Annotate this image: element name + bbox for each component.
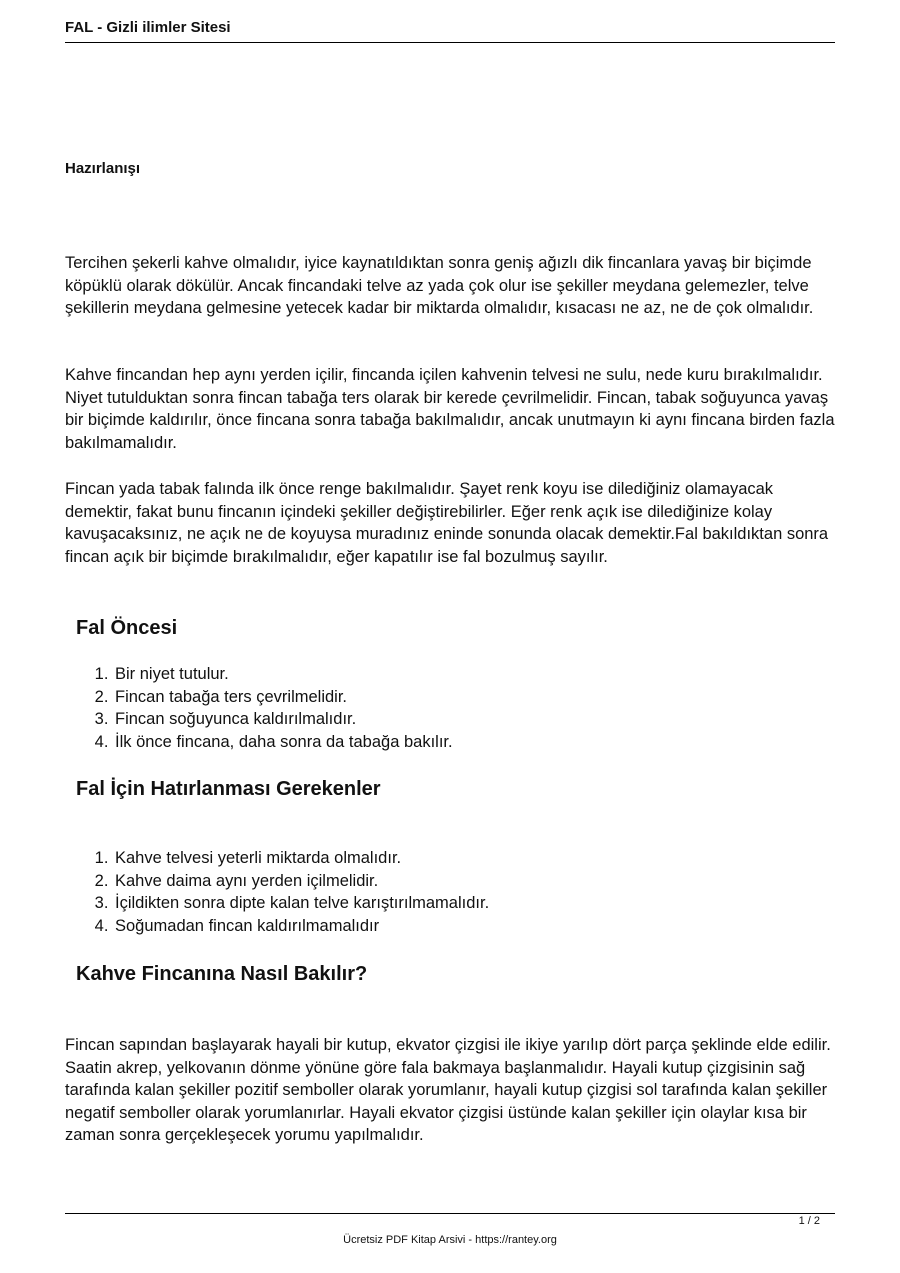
section-heading-remember: Fal İçin Hatırlanması Gerekenler xyxy=(76,778,381,800)
document-header: FAL - Gizli ilimler Sitesi xyxy=(65,18,835,43)
footer-text: Ücretsiz PDF Kitap Arsivi - https://rantey.org xyxy=(343,1234,557,1246)
list-item: 2. Kahve daima aynı yerden içilmelidir. xyxy=(113,870,489,893)
footer-divider xyxy=(65,1213,835,1214)
list-before xyxy=(113,663,453,753)
list-item: 3. İçildikten sonra dipte kalan telve karıştırılmamalıdır. xyxy=(113,892,489,915)
section-heading-preparation: Hazırlanışı xyxy=(65,160,141,177)
list-item: 1. Kahve telvesi yeterli miktarda olmalıdır. xyxy=(113,847,489,870)
section-heading-before: Fal Öncesi xyxy=(76,617,178,639)
list-item: 3. Fincan soğuyunca kaldırılmalıdır. xyxy=(113,708,453,731)
list-item: 2. Fincan tabağa ters çevrilmelidir. xyxy=(113,686,453,709)
paragraph-2: Kahve fincandan hep aynı yerden içilir, fincanda içilen kahvenin telvesi ne sulu, nede kuru bırakılmalıdır. Niyet tutulduktan sonra fincan tabağa ters olarak bir kerede çevrilmelidir. Fincan, tabak soğuyunca yavaş bir biçimde kaldırılır, önce fincana sonra tabağa bakılmalıdır, ancak unutmayın ki aynı fincana birden fazla bakılmamalıdır. xyxy=(65,366,835,452)
paragraph-3: Fincan yada tabak falında ilk önce renge bakılmalıdır. Şayet renk koyu ise dilediğiniz olamayacak demektir, fakat bunu fincanın içindeki şekiller değiştirebilirler. Eğer renk açık ise dilediğinize kolay kavuşacaksınız, ne açık ne de koyuysa muradınız eninde sonunda olacak demektir.Fal bakıldıktan sonra fincan açık bir biçimde bırakılmalıdır, eğer kapatılır ise fal bozulmuş sayılır. xyxy=(65,480,829,566)
list-item: 1. Bir niyet tutulur. xyxy=(113,663,453,686)
page-number: 1 / 2 xyxy=(798,1215,820,1227)
list-item: 4. İlk önce fincana, daha sonra da tabağa bakılır. xyxy=(113,731,453,754)
paragraph-1: Tercihen şekerli kahve olmalıdır, iyice kaynatıldıktan sonra geniş ağızlı dik fincanlara yavaş bir biçimde köpüklü olarak dökülür. Ancak fincandaki telve az yada çok olur ise şekiller meydana gelemezler, telve şekillerin meydana gelmesine yetecek kadar bir miktarda olmalıdır, kısacası ne az, ne de çok olmalıdır. xyxy=(65,254,814,317)
section-heading-how: Kahve Fincanına Nasıl Bakılır? xyxy=(76,963,368,985)
list-item: 4. Soğumadan fincan kaldırılmamalıdır xyxy=(113,915,489,938)
paragraph-how: Fincan sapından başlayarak hayali bir kutup, ekvator çizgisi ile ikiye yarılıp dört parça şeklinde elde edilir. Saatin akrep, yelkovanın dönme yönüne göre fala bakmaya başlanmalıdır. Hayali kutup çizgisinin sağ tarafında kalan şekiller pozitif semboller olarak yorumlanır, hayali kutup çizgisi sol tarafında kalan şekiller negatif semboller olarak yorumlanırlar. Hayali ekvator çizgisi üstünde kalan şekiller için olaylar kısa bir zaman sonra gerçekleşecek yorumu yapılmalıdır. xyxy=(65,1036,831,1144)
list-remember xyxy=(113,847,489,937)
